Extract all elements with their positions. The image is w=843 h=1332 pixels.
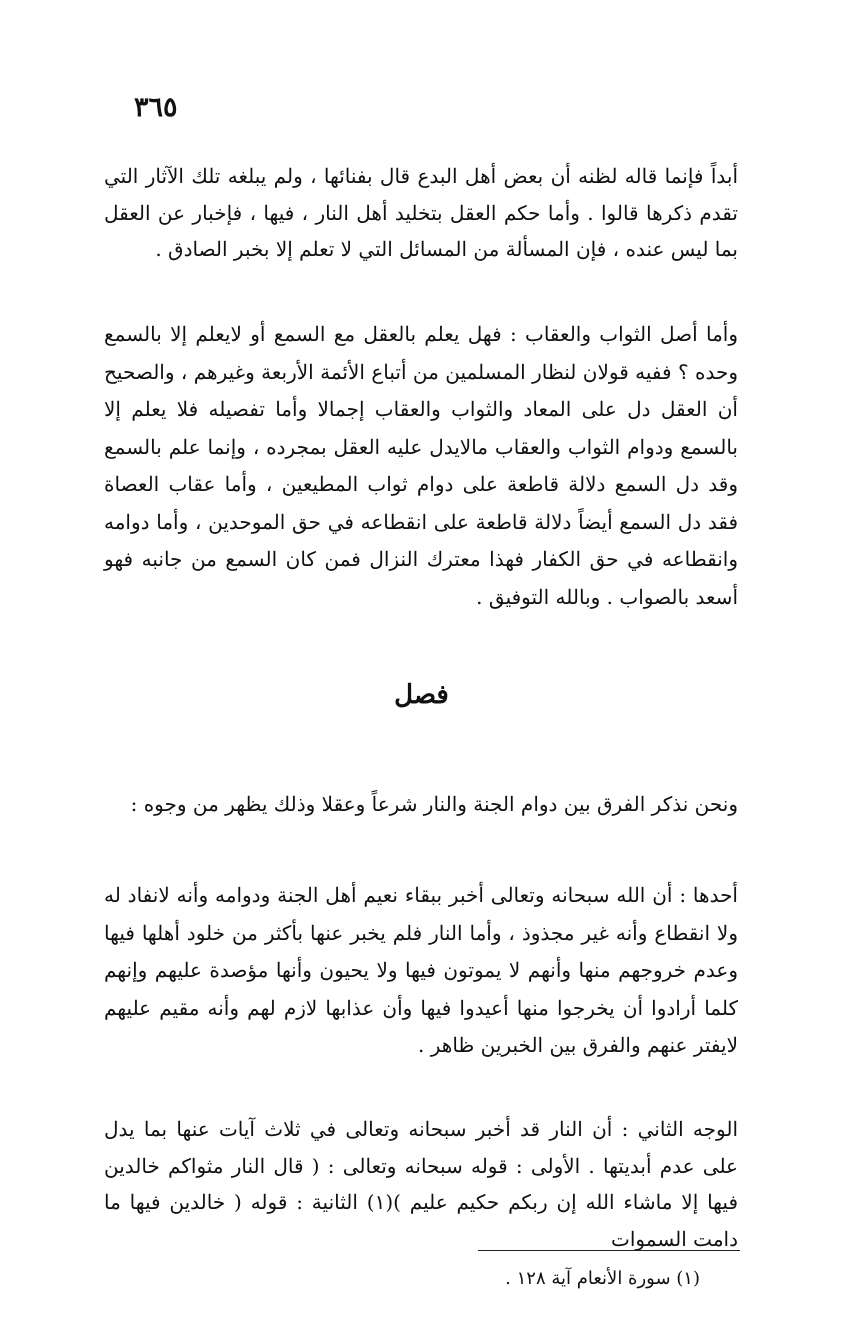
page-number: ٣٦٥	[134, 92, 178, 123]
paragraph-section-intro: ونحن نذكر الفرق بين دوام الجنة والنار شرعاً وعقلا وذلك يظهر من وجوه :	[130, 792, 738, 816]
footnote-divider	[478, 1250, 740, 1251]
section-heading: فصل	[394, 680, 449, 710]
paragraph-second-aspect: الوجه الثاني : أن النار قد أخبر سبحانه وتعالى في ثلاث آيات عنها بما يدل على عدم أبديتها . الأولى : قوله سبحانه وتعالى : ( قال النار مثواكم خالدين فيها إلا ماشاء الله إن ربكم حكيم عليم )(١) الثانية : قوله ( خالدين فيها ما دامت السموات	[104, 1117, 739, 1251]
paragraph-reward-punishment: وأما أصل الثواب والعقاب : فهل يعلم بالعقل مع السمع أو لايعلم إلا بالسمع وحده ؟ ففيه قولان لنظار المسلمين من أتباع الأئمة الأربعة وغيرهم ، والصحيح أن العقل دل على المعاد والثواب والعقاب إجمالا وأما تفصيله فلا يعلم إلا بالسمع ودوام الثواب والعقاب مالايدل عليه العقل بمجرده ، وإنما علم بالسمع وقد دل السمع دلالة قاطعة على دوام ثواب المطيعين ، وأما عقاب العصاة فقد دل السمع أيضاً دلالة قاطعة على انقطاعه في حق الموحدين ، وأما دوامه وانقطاعه في حق الكفار فهذا معترك النزال فمن كان السمع من جانبه فهو أسعد بالصواب . وبالله التوفيق .	[104, 322, 738, 609]
paragraph-intro: أبداً فإنما قاله لظنه أن بعض أهل البدع قال بفنائها ، ولم يبلغه تلك الآثار التي تقدم ذكرها قالوا . وأما حكم العقل بتخليد أهل النار ، فيها ، فإخبار عن العقل بما ليس عنده ، فإن المسألة من المسائل التي لا تعلم إلا بخبر الصادق .	[104, 164, 738, 261]
footnote: (١) سورة الأنعام آية ١٢٨ .	[505, 1268, 700, 1289]
paragraph-first-aspect: أحدها : أن الله سبحانه وتعالى أخبر ببقاء نعيم أهل الجنة ودوامه وأنه لانفاد له ولا انقطاع وأنه غير مجذوذ ، وأما النار فلم يخبر عنها بأكثر من خلود أهلها فيها وعدم خروجهم منها وأنهم لا يموتون فيها ولا يحيون وأنها مؤصدة عليهم وإنهم كلما أرادوا أن يخرجوا منها أعيدوا فيها وأن عذابها لازم لهم وأنه مقيم عليهم لايفتر عنهم والفرق بين الخبرين ظاهر .	[104, 883, 738, 1057]
